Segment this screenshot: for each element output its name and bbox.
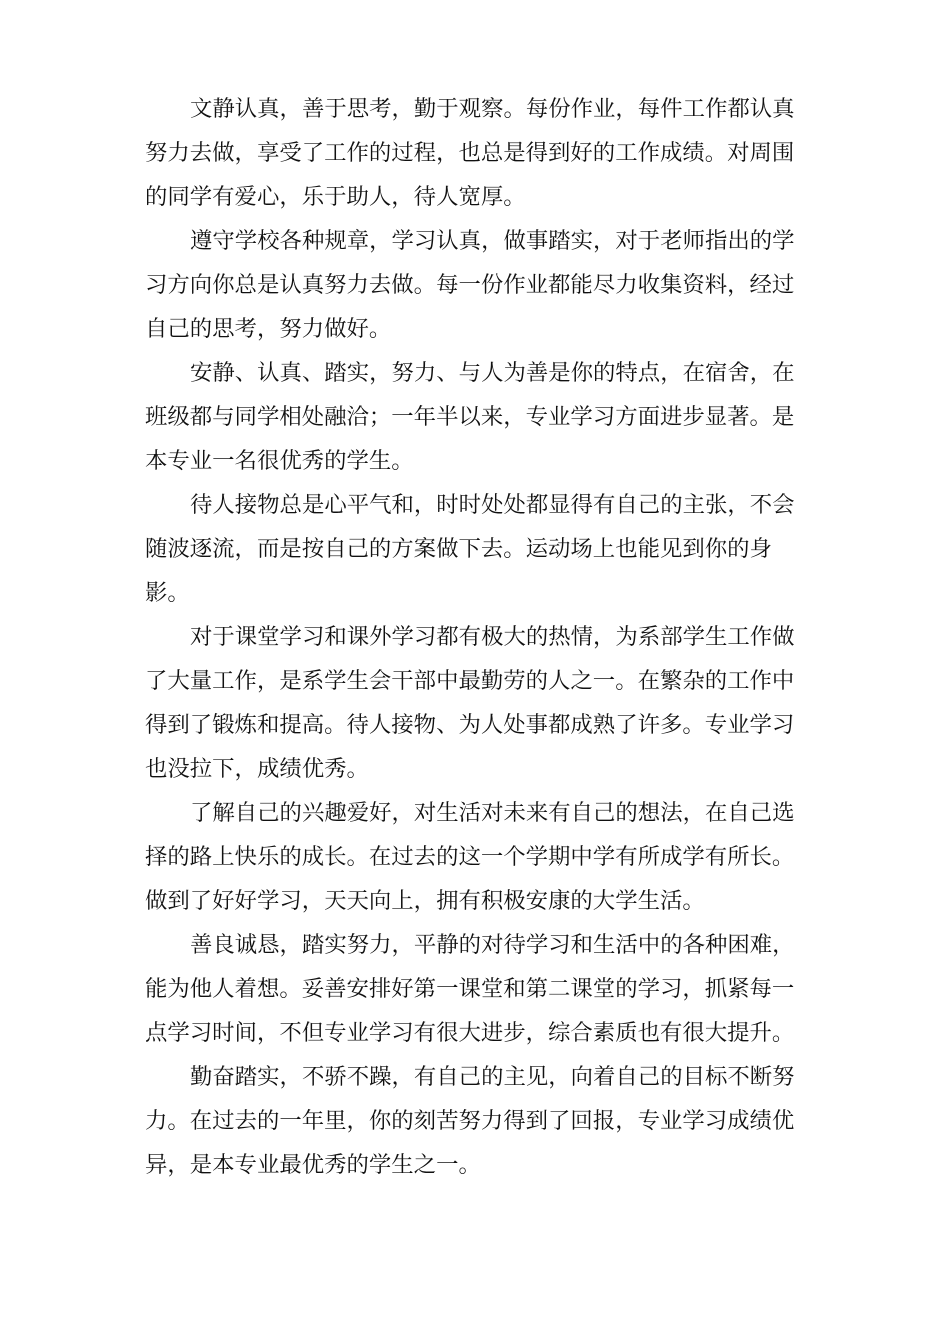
paragraph-line: 勤奋踏实，不骄不躁，有自己的主见，向着自己的目标不断努 [190, 1064, 795, 1090]
document-body [145, 87, 800, 1187]
paragraph-line: 点学习时间，不但专业学习有很大进步，综合素质也有很大提升。 [145, 1020, 795, 1046]
paragraph-line: 力。在过去的一年里，你的刻苦努力得到了回报，专业学习成绩优 [145, 1108, 795, 1134]
paragraph-line: 努力去做，享受了工作的过程，也总是得到好的工作成绩。对周围 [145, 140, 795, 166]
paragraph [145, 615, 800, 791]
paragraph-line: 异，是本专业最优秀的学生之一。 [145, 1152, 481, 1178]
paragraph-line: 得到了锻炼和提高。待人接物、为人处事都成熟了许多。专业学习 [145, 712, 795, 738]
paragraph-line: 安静、认真、踏实，努力、与人为善是你的特点，在宿舍，在 [190, 360, 795, 386]
paragraph-line: 也没拉下，成绩优秀。 [145, 756, 369, 782]
paragraph-line: 对于课堂学习和课外学习都有极大的热情，为系部学生工作做 [190, 624, 795, 650]
paragraph-line: 影。 [145, 580, 190, 606]
paragraph-line: 习方向你总是认真努力去做。每一份作业都能尽力收集资料，经过 [145, 272, 795, 298]
paragraph [145, 791, 800, 923]
paragraph [145, 219, 800, 351]
paragraph [145, 923, 800, 1055]
paragraph-line: 了大量工作，是系学生会干部中最勤劳的人之一。在繁杂的工作中 [145, 668, 795, 694]
paragraph-line: 了解自己的兴趣爱好，对生活对未来有自己的想法，在自己选 [190, 800, 795, 826]
paragraph-line: 本专业一名很优秀的学生。 [145, 448, 414, 474]
paragraph-line: 的同学有爱心，乐于助人，待人宽厚。 [145, 184, 526, 210]
paragraph-line: 择的路上快乐的成长。在过去的这一个学期中学有所成学有所长。 [145, 844, 795, 870]
paragraph-line: 遵守学校各种规章，学习认真，做事踏实，对于老师指出的学 [190, 228, 795, 254]
paragraph [145, 351, 800, 483]
paragraph-line: 班级都与同学相处融洽；一年半以来，专业学习方面进步显著。是 [145, 404, 795, 430]
paragraph [145, 87, 800, 219]
paragraph [145, 483, 800, 615]
paragraph-line: 做到了好好学习，天天向上，拥有积极安康的大学生活。 [145, 888, 705, 914]
paragraph-line: 待人接物总是心平气和，时时处处都显得有自己的主张，不会 [190, 492, 795, 518]
paragraph [145, 1055, 800, 1187]
paragraph-line: 随波逐流，而是按自己的方案做下去。运动场上也能见到你的身 [145, 536, 772, 562]
paragraph-line: 善良诚恳，踏实努力，平静的对待学习和生活中的各种困难， [190, 932, 795, 958]
paragraph-line: 文静认真，善于思考，勤于观察。每份作业，每件工作都认真 [190, 96, 795, 122]
paragraph-line: 能为他人着想。妥善安排好第一课堂和第二课堂的学习，抓紧每一 [145, 976, 795, 1002]
paragraph-line: 自己的思考，努力做好。 [145, 316, 392, 342]
